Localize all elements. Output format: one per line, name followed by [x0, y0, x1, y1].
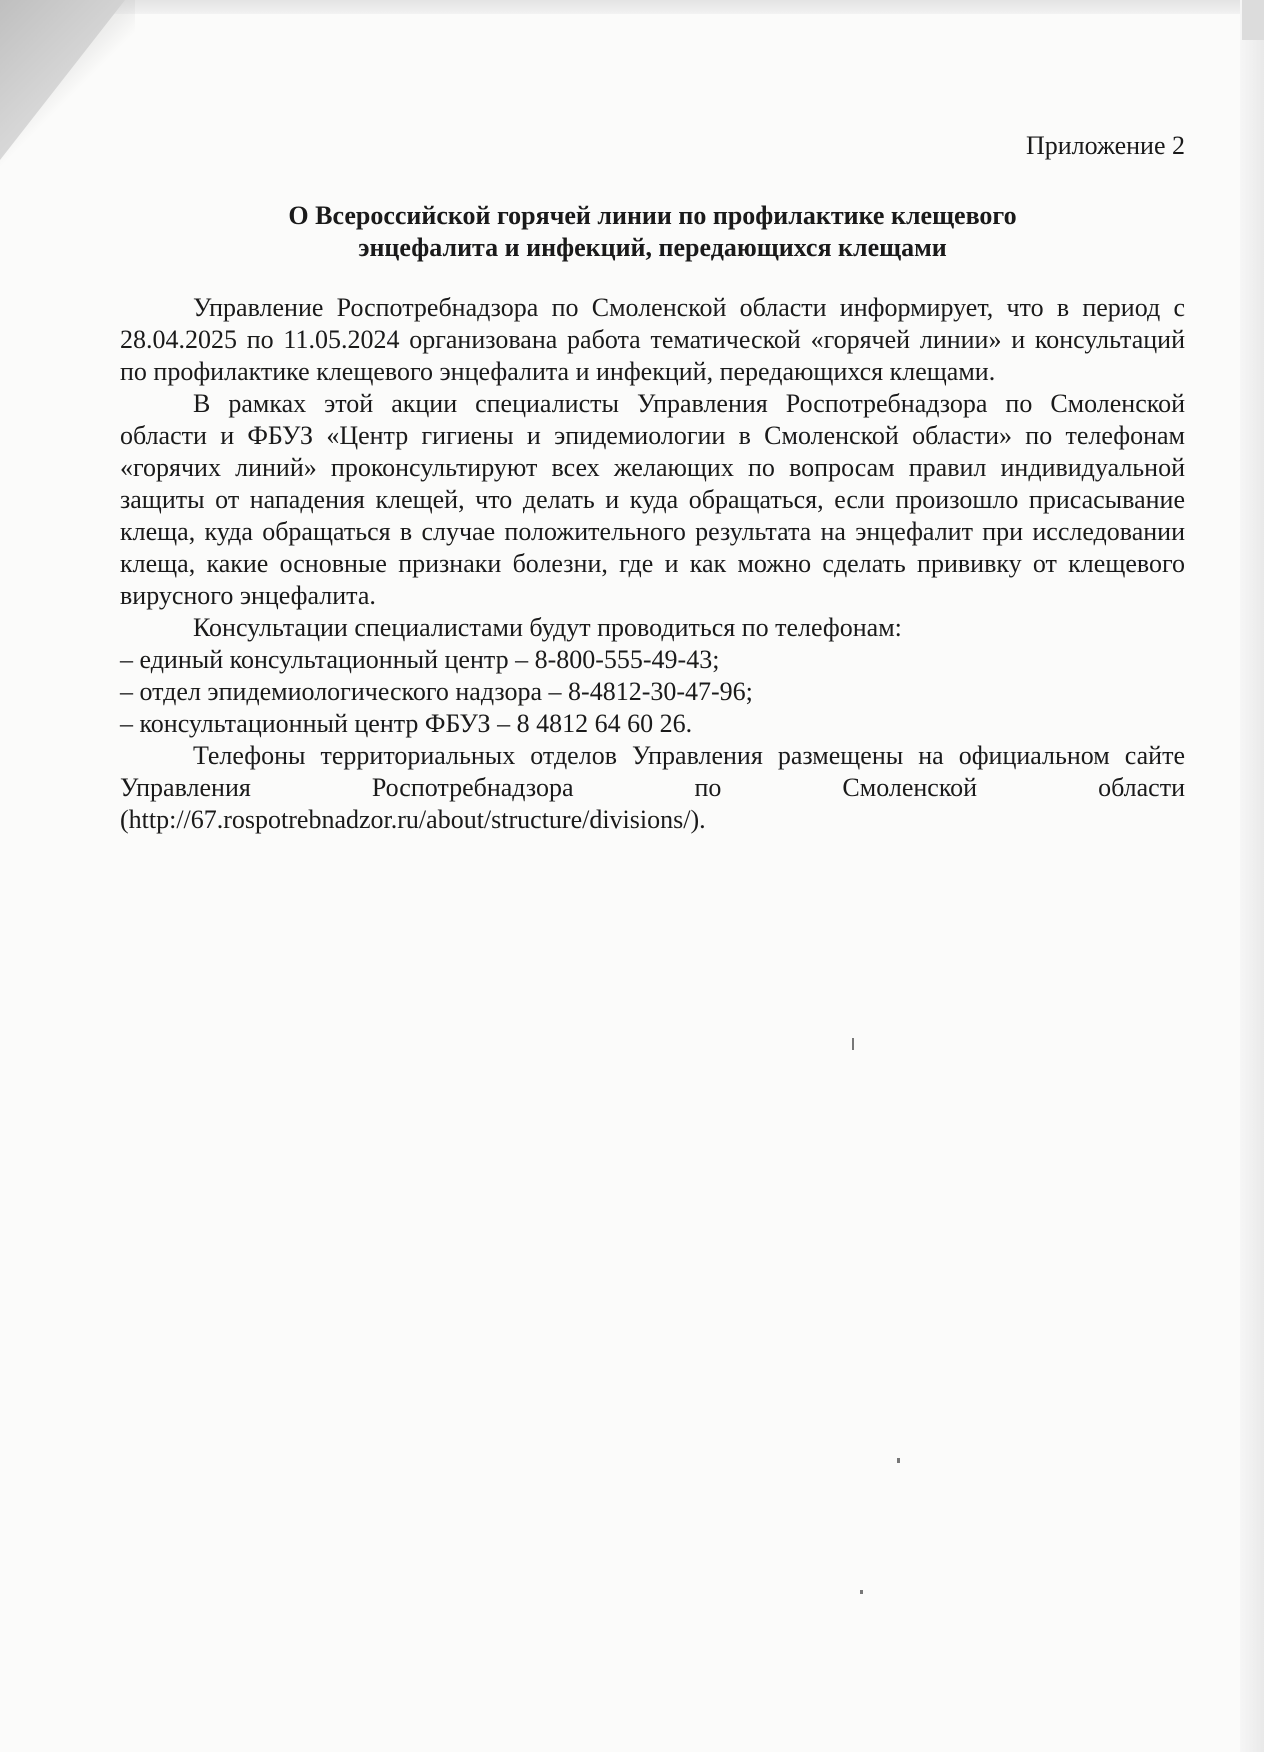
- scanner-right-edge: [1240, 0, 1264, 1752]
- scan-speck: [897, 1458, 900, 1463]
- phone-line-epidemiology-dept: – отдел эпидемиологического надзора – 8-4812-30-47-96;: [120, 677, 753, 706]
- scanner-right-tab: [1242, 0, 1264, 40]
- title-line-1: О Всероссийской горячей линии по профилактике клещевого: [288, 201, 1017, 230]
- paragraph-consultations: Консультации специалистами будут проводиться по телефонам:: [193, 613, 902, 642]
- corner-shadow: [0, 0, 135, 170]
- scanner-top-edge: [0, 0, 1264, 14]
- document-body: [120, 130, 1185, 836]
- document-title: [120, 200, 1185, 264]
- appendix-label: Приложение 2: [1025, 131, 1185, 160]
- title-line-2: энцефалита и инфекций, передающихся клещами: [358, 233, 947, 262]
- phone-line-fbuz-center: – консультационный центр ФБУЗ – 8 4812 64 60 26.: [120, 709, 693, 738]
- paragraph-intro: Управление Роспотребнадзора по Смоленской области информирует, что в период с 28.04.2025 по 11.05.2024 организована работа тематической «горячей линии» и консультаций по профилактике клещевого энцефалита и инфекций, передающихся клещами.: [120, 293, 1185, 386]
- paragraph-territorial-phones: Телефоны территориальных отделов Управления размещены на официальном сайте Управления Роспотребнадзора по Смоленской области (http://67.rospotrebnadzor.ru/about/structure/divisions/).: [120, 741, 1185, 834]
- scan-speck: [860, 1590, 863, 1594]
- phone-line-unified-center: – единый консультационный центр – 8-800-555-49-43;: [120, 645, 720, 674]
- paragraph-campaign: В рамках этой акции специалисты Управления Роспотребнадзора по Смоленской области и ФБУЗ «Центр гигиены и эпидемиологии в Смоленской области» по телефонам «горячих линий» проконсультируют всех желающих по вопросам правил индивидуальной защиты от нападения клещей, что делать и куда обращаться, если произошло присасывание клеща, куда обращаться в случае положительного результата на энцефалит при исследовании клеща, какие основные признаки болезни, где и как можно сделать прививку от клещевого вирусного энцефалита.: [120, 389, 1185, 610]
- scan-speck: [852, 1038, 854, 1050]
